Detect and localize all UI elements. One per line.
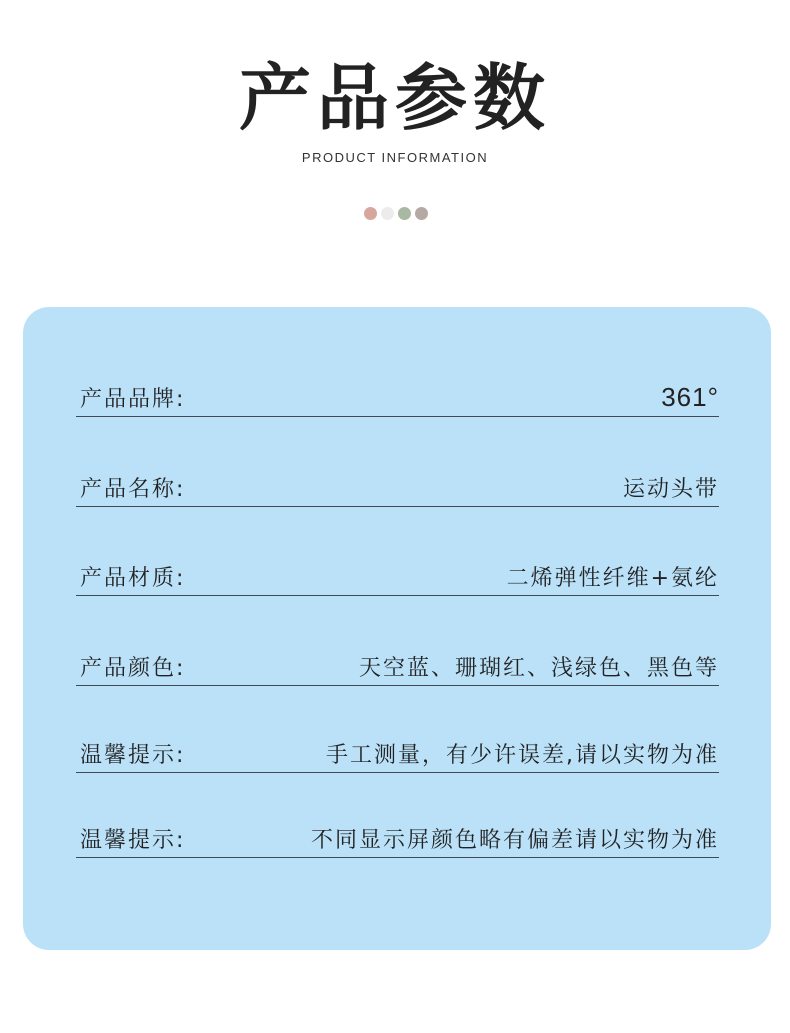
spec-label: 温馨提示: <box>80 743 186 768</box>
spec-label: 温馨提示: <box>80 828 186 853</box>
spec-row-color <box>76 645 719 686</box>
page-title: 产品参数 <box>238 56 551 140</box>
spec-row-tip-1 <box>76 732 719 773</box>
spec-row-name <box>76 466 719 507</box>
spec-value: 二烯弹性纤维+氨纶 <box>506 566 719 591</box>
spec-label: 产品品牌: <box>80 387 186 412</box>
dot-1 <box>364 207 377 220</box>
decorative-dots <box>364 207 428 220</box>
spec-value: 不同显示屏颜色略有偏差请以实物为准 <box>310 828 719 853</box>
spec-value: 天空蓝、珊瑚红、浅绿色、黑色等 <box>358 656 719 681</box>
dot-4 <box>415 207 428 220</box>
spec-row-tip-2 <box>76 817 719 858</box>
spec-label: 产品材质: <box>80 566 186 591</box>
spec-label: 产品颜色: <box>80 656 186 681</box>
spec-value: 361° <box>661 382 719 412</box>
spec-row-brand <box>76 376 719 417</box>
dot-2 <box>381 207 394 220</box>
spec-value: 运动头带 <box>622 477 719 502</box>
dot-3 <box>398 207 411 220</box>
spec-value: 手工测量，有少许误差,请以实物为准 <box>326 743 719 768</box>
page-subtitle: PRODUCT INFORMATION <box>301 150 489 165</box>
spec-row-material <box>76 555 719 596</box>
spec-label: 产品名称: <box>80 477 186 502</box>
